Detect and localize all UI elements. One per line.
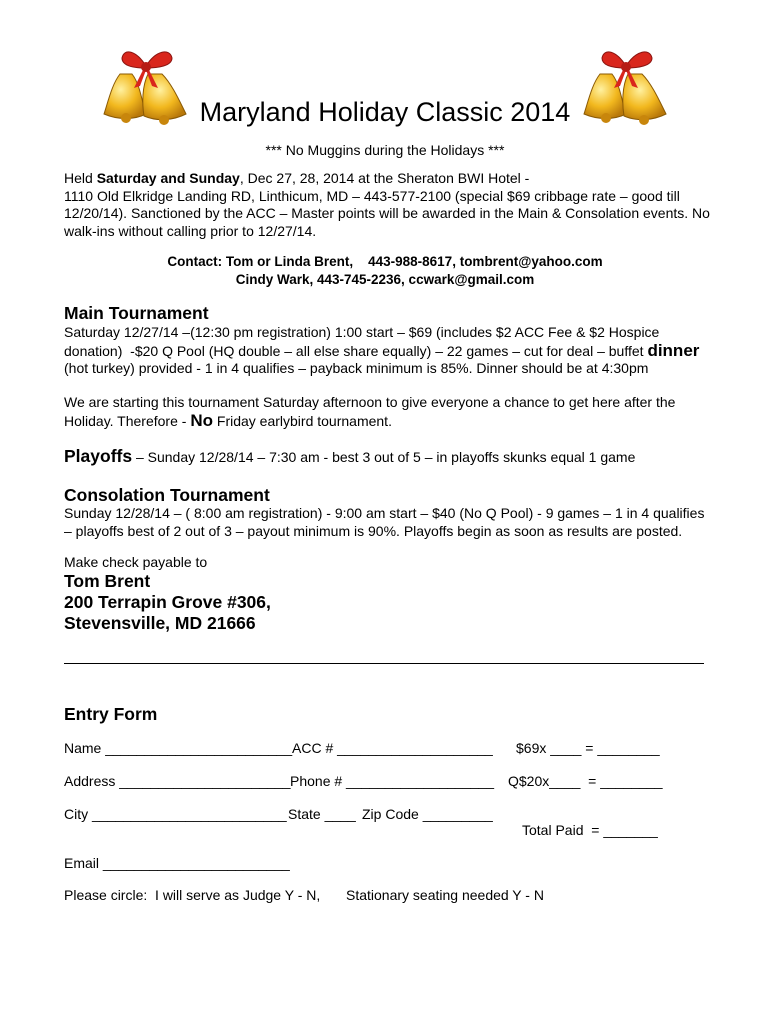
email-field[interactable]: Email ________________________	[64, 855, 290, 871]
payment-intro: Make check payable to	[64, 554, 208, 570]
main-tournament-heading: Main Tournament	[64, 303, 209, 323]
playoffs-text: – Sunday 12/28/14 – 7:30 am - best 3 out of 5 – in playoffs skunks equal 1 game	[132, 449, 636, 465]
playoffs-heading: Playoffs	[64, 446, 133, 466]
name-field[interactable]: Name ________________________	[64, 740, 293, 756]
page-subtitle: *** No Muggins during the Holidays ***	[265, 142, 505, 158]
seating-circle-option[interactable]: Stationary seating needed Y - N	[346, 887, 544, 903]
entry-fee-field[interactable]: $69x ____ = ________	[516, 740, 660, 756]
intro-line-2: 1110 Old Elkridge Landing RD, Linthicum, MD – 443-577-2100 (special $69 cribbage rate – good till	[64, 187, 680, 204]
contact-line-1: Contact: Tom or Linda Brent, 443-988-8617, tombrent@yahoo.com	[167, 254, 603, 269]
intro-line-3: 12/20/14). Sanctioned by the ACC – Master points will be awarded in the Main & Consolation events. No	[64, 205, 710, 221]
q-pool-field[interactable]: Q$20x____ = ________	[508, 773, 663, 789]
intro-line-4: walk-ins without calling prior to 12/27/14.	[64, 222, 317, 239]
main-line-3: (hot turkey) provided - 1 in 4 qualifies – payback minimum is 85%. Dinner should be at 4:30pm	[64, 360, 649, 376]
intro-paragraph	[64, 170, 714, 240]
address-field[interactable]: Address ______________________	[64, 773, 291, 789]
playoffs-line	[64, 448, 714, 467]
judge-circle-option[interactable]: Please circle: I will serve as Judge Y - N,	[64, 887, 321, 903]
total-paid-field[interactable]: Total Paid = _______	[522, 822, 658, 838]
city-field[interactable]: City _________________________	[64, 806, 287, 822]
note-line-2: Holiday. Therefore - No Friday earlybird tournament.	[64, 410, 392, 430]
page-title: Maryland Holiday Classic 2014	[199, 97, 571, 127]
section-divider	[64, 663, 704, 664]
payee-name: Tom Brent	[64, 571, 151, 591]
payee-street: 200 Terrapin Grove #306,	[64, 592, 271, 612]
consolation-line-1: Sunday 12/28/14 – ( 8:00 am registration) - 9:00 am start – $40 (No Q Pool) - 9 games – 1 in 4 qualifies	[64, 505, 705, 521]
payee-city: Stevensville, MD 21666	[64, 613, 256, 633]
intro-line-1: Held Saturday and Sunday, Dec 27, 28, 2014 at the Sheraton BWI Hotel -	[64, 170, 530, 186]
phone-field[interactable]: Phone # ___________________	[290, 773, 494, 789]
acc-number-field[interactable]: ACC # ____________________	[292, 740, 493, 756]
main-tournament-details	[64, 324, 714, 378]
main-tournament-note	[64, 394, 714, 430]
consolation-line-2: – playoffs best of 2 out of 3 – payout minimum is 90%. Playoffs begin as soon as results are posted.	[64, 522, 683, 539]
zip-code-field[interactable]: Zip Code _________	[362, 806, 493, 822]
contact-block	[0, 253, 770, 288]
consolation-heading: Consolation Tournament	[64, 485, 270, 505]
main-line-2: donation) -$20 Q Pool (HQ double – all else share equally) – 22 games – cut for deal – buffet dinner	[64, 340, 700, 360]
consolation-details	[64, 505, 714, 540]
state-field[interactable]: State ____	[288, 806, 356, 822]
main-line-1: Saturday 12/27/14 –(12:30 pm registration) 1:00 start – $69 (includes $2 ACC Fee & $2 Hospice	[64, 324, 660, 340]
contact-line-2: Cindy Wark, 443-745-2236, ccwark@gmail.com	[235, 271, 535, 287]
note-line-1: We are starting this tournament Saturday afternoon to give everyone a chance to get here after the	[64, 394, 676, 410]
entry-form-heading: Entry Form	[64, 704, 158, 724]
